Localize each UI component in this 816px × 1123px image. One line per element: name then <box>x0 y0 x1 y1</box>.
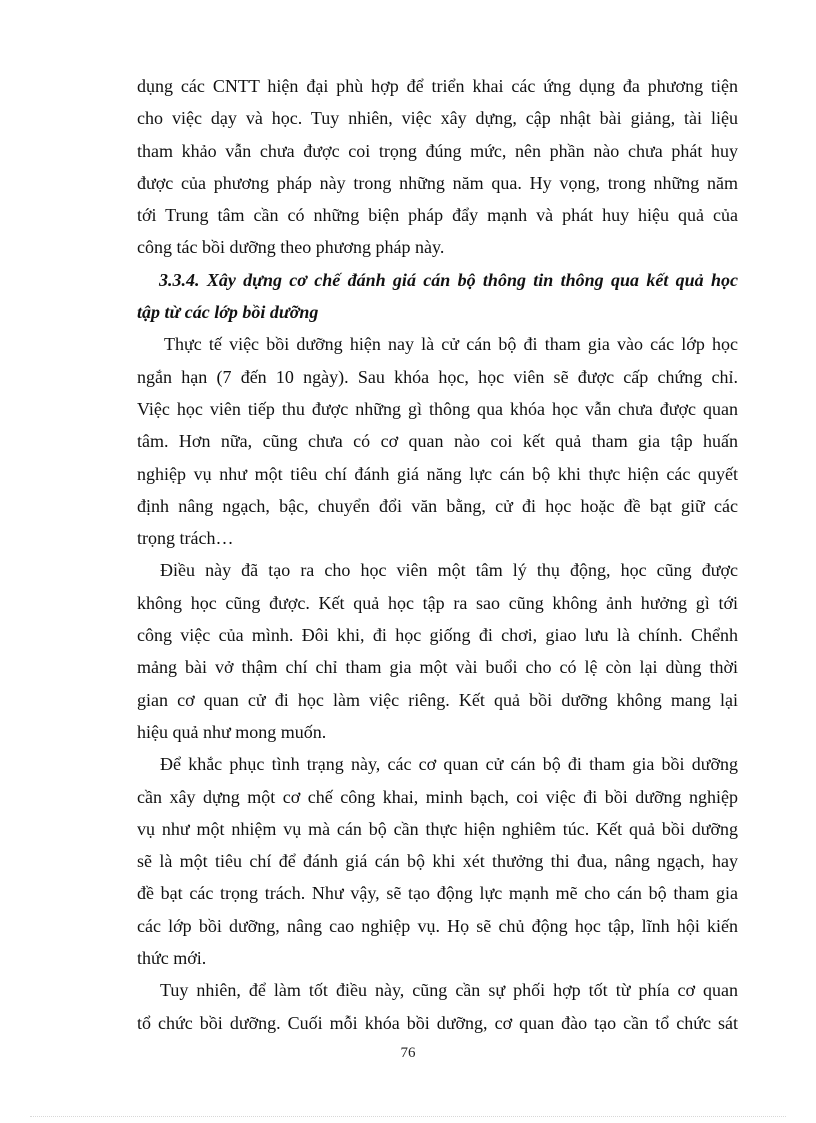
text-line: Việc học viên tiếp thu được những gì thông qua khóa học vẫn chưa được quan <box>137 398 738 419</box>
text-line: tham khảo vẫn chưa được coi trọng đúng mức, nên phần nào chưa phát huy <box>137 140 738 161</box>
paragraph-2 <box>137 554 738 748</box>
paragraph-1 <box>137 328 738 554</box>
text-line: nghiệp vụ như một tiêu chí đánh giá năng lực cán bộ khi thực hiện các quyết <box>137 463 738 484</box>
paragraph-4 <box>137 974 738 1039</box>
paragraph-3 <box>137 748 738 974</box>
text-line: tổ chức bồi dưỡng. Cuối mỗi khóa bồi dưỡng, cơ quan đào tạo cần tổ chức sát <box>137 1012 738 1033</box>
text-line: sẽ là một tiêu chí để đánh giá cán bộ khi xét thưởng thi đua, nâng ngạch, hay <box>137 851 738 872</box>
text-line: tới Trung tâm cần có những biện pháp đẩy mạnh và phát huy hiệu quả của <box>137 205 738 226</box>
text-line: ngắn hạn (7 đến 10 ngày). Sau khóa học, học viên sẽ được cấp chứng chỉ. <box>137 366 738 387</box>
text-line: gian cơ quan cử đi học làm việc riêng. Kết quả bồi dưỡng không mang lại <box>137 689 738 710</box>
text-line: dụng các CNTT hiện đại phù hợp để triển khai các ứng dụng đa phương tiện <box>137 76 738 96</box>
text-line: cần xây dựng một cơ chế công khai, minh bạch, coi việc đi bồi dưỡng nghiệp <box>137 786 738 807</box>
text-line: được của phương pháp này trong những năm qua. Hy vọng, trong những năm <box>137 172 738 193</box>
paragraph-intro <box>137 70 738 264</box>
text-line: Tuy nhiên, để làm tốt điều này, cũng cần sự phối hợp tốt từ phía cơ quan <box>160 980 738 1001</box>
heading-line: tập từ các lớp bồi dưỡng <box>137 302 319 323</box>
text-line: mảng bài vở thậm chí chỉ tham gia một vài buổi cho có lệ còn lại dùng thời <box>137 657 738 678</box>
text-line: các lớp bồi dưỡng, nâng cao nghiệp vụ. Họ sẽ chủ động học tập, lĩnh hội kiến <box>137 915 738 936</box>
bottom-dotted-rule <box>30 1116 786 1117</box>
text-line: Thực tế việc bồi dưỡng hiện nay là cử cán bộ đi tham gia vào các lớp học <box>164 334 738 355</box>
section-heading <box>137 264 738 329</box>
text-line: định nâng ngạch, bậc, chuyển đổi văn bằng, cử đi học hoặc đề bạt giữ các <box>137 495 738 516</box>
page-body <box>137 70 738 1039</box>
text-line: đề bạt các trọng trách. Như vậy, sẽ tạo động lực mạnh mẽ cho cán bộ tham gia <box>137 883 738 904</box>
heading-line: 3.3.4. Xây dựng cơ chế đánh giá cán bộ thông tin thông qua kết quả học <box>159 269 738 290</box>
text-line: hiệu quả như mong muốn. <box>137 721 327 742</box>
text-line: thức mới. <box>137 948 207 969</box>
text-line: không học cũng được. Kết quả học tập ra sao cũng không ảnh hưởng gì tới <box>137 592 738 613</box>
page-number: 76 <box>400 1045 416 1061</box>
text-line: Điều này đã tạo ra cho học viên một tâm lý thụ động, học cũng được <box>160 560 738 581</box>
text-line: vụ như một nhiệm vụ mà cán bộ cần thực hiện nghiêm túc. Kết quả bồi dưỡng <box>137 818 738 839</box>
text-line: cho việc dạy và học. Tuy nhiên, việc xây dựng, cập nhật bài giảng, tài liệu <box>137 108 738 129</box>
text-line: công tác bồi dưỡng theo phương pháp này. <box>137 237 445 258</box>
text-line: tâm. Hơn nữa, cũng chưa có cơ quan nào coi kết quả tham gia tập huấn <box>137 431 738 452</box>
text-line: Để khắc phục tình trạng này, các cơ quan cử cán bộ đi tham gia bồi dưỡng <box>160 754 738 775</box>
text-line: công việc của mình. Đôi khi, đi học giống đi chơi, giao lưu là chính. Chểnh <box>137 625 738 646</box>
text-line: trọng trách… <box>137 528 234 549</box>
